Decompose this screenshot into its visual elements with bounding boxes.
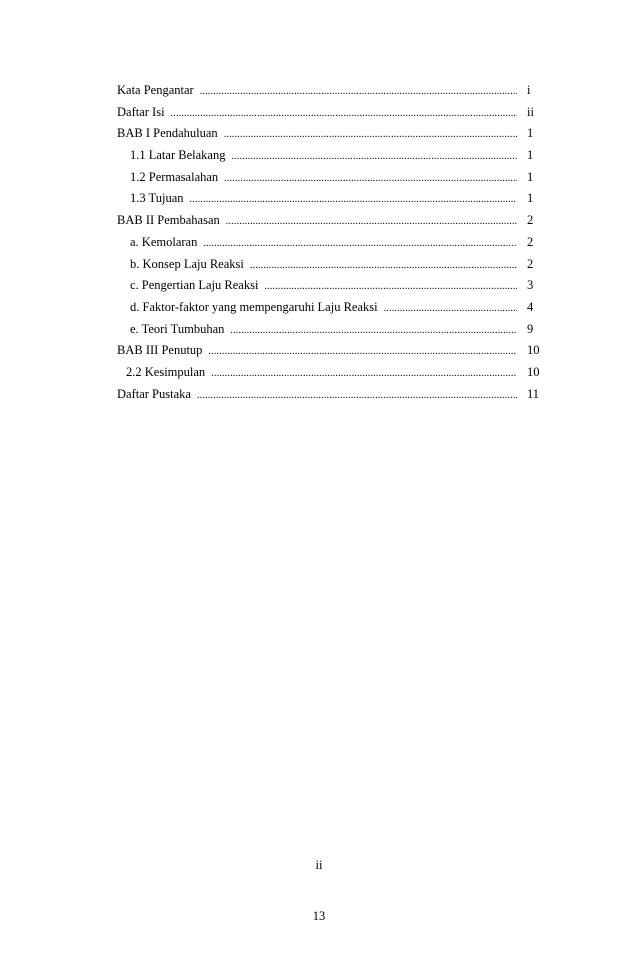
toc-entry-label: 1.2 Permasalahan <box>130 169 219 184</box>
toc-entry-page: 3 <box>527 278 534 293</box>
toc-entry-label: Daftar Isi <box>117 104 165 119</box>
toc-entry-konsep-laju-reaksi <box>117 254 553 276</box>
toc-entry-teori-tumbuhan <box>117 319 553 341</box>
toc-entry-latar-belakang <box>117 145 553 167</box>
toc-entry-label: d. Faktor-faktor yang mempengaruhi Laju Reaksi <box>130 299 378 314</box>
toc-leader-dots <box>250 255 517 277</box>
toc-entry-page: 2 <box>527 213 534 228</box>
toc-entry-page: ii <box>527 104 534 119</box>
toc-entry-faktor-faktor <box>117 297 553 319</box>
toc-entry-page: 10 <box>527 343 540 358</box>
toc-entry-tujuan <box>117 188 553 210</box>
toc-entry-page: 1 <box>527 126 534 141</box>
toc-entry-kesimpulan <box>117 362 553 384</box>
toc-entry-page: 1 <box>527 169 534 184</box>
toc-entry-label: b. Konsep Laju Reaksi <box>130 256 244 271</box>
toc-entry-permasalahan <box>117 167 553 189</box>
toc-entry-page: 9 <box>527 321 534 336</box>
toc-entry-bab-3 <box>117 340 553 362</box>
toc-entry-bab-1 <box>117 123 553 145</box>
toc-entry-pengertian-laju-reaksi <box>117 275 553 297</box>
toc-entry-page: 2 <box>527 256 534 271</box>
toc-entry-page: i <box>527 83 531 97</box>
toc-entry-page: 1 <box>527 191 534 206</box>
toc-entry-page: 11 <box>527 386 540 401</box>
toc-leader-dots <box>197 385 517 407</box>
toc-entry-label: BAB II Pembahasan <box>117 213 220 228</box>
toc-leader-dots <box>226 211 517 233</box>
table-of-contents <box>117 80 553 405</box>
toc-leader-dots <box>171 103 517 125</box>
toc-entry-page: 10 <box>527 364 540 379</box>
toc-entry-label: e. Teori Tumbuhan <box>130 321 225 336</box>
toc-entry-label: Kata Pengantar <box>117 83 194 97</box>
toc-leader-dots <box>203 233 517 255</box>
toc-leader-dots <box>211 363 517 385</box>
toc-leader-dots <box>231 146 517 168</box>
toc-entry-label: a. Kemolaran <box>130 234 198 249</box>
toc-leader-dots <box>230 320 517 342</box>
roman-page-number: ii <box>315 858 323 872</box>
toc-entry-page: 1 <box>527 148 534 163</box>
toc-entry-label: BAB III Penutup <box>117 343 203 358</box>
page-number: 13 <box>312 909 326 923</box>
toc-entry-daftar-isi <box>117 102 553 124</box>
toc-entry-bab-2 <box>117 210 553 232</box>
toc-entry-label: Daftar Pustaka <box>117 386 191 401</box>
toc-leader-dots <box>264 276 517 298</box>
toc-entry-page: 2 <box>527 234 534 249</box>
toc-entry-label: 2.2 Kesimpulan <box>126 364 206 379</box>
toc-entry-kemolaran <box>117 232 553 254</box>
toc-entry-page: 4 <box>527 299 534 314</box>
toc-leader-dots <box>224 124 517 146</box>
toc-leader-dots <box>224 168 517 190</box>
toc-entry-label: BAB I Pendahuluan <box>117 126 218 141</box>
toc-entry-label: 1.1 Latar Belakang <box>130 148 226 163</box>
toc-entry-kata-pengantar <box>117 80 553 102</box>
toc-entry-label: 1.3 Tujuan <box>130 191 184 206</box>
toc-leader-dots <box>384 298 517 320</box>
toc-entry-label: c. Pengertian Laju Reaksi <box>130 278 259 293</box>
toc-leader-dots <box>200 81 517 103</box>
toc-entry-daftar-pustaka <box>117 384 553 406</box>
toc-leader-dots <box>208 341 517 363</box>
toc-leader-dots <box>190 189 518 211</box>
